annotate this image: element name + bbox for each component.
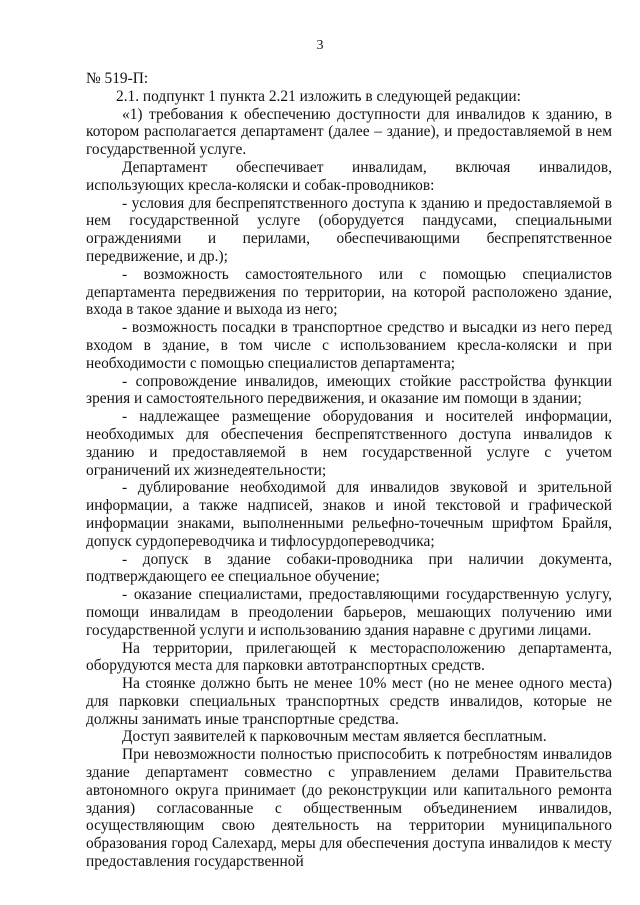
amendment-paragraph: 2.1. подпункт 1 пункта 2.21 изложить в следующей редакции: <box>116 87 521 105</box>
order-reference: № 519-П: <box>86 70 149 87</box>
document-body <box>86 70 612 871</box>
list-item-assistance: - оказание специалистами, предоставляющими государственную услугу, помощи инвалидам в преодолении барьеров, мешающих получению ими государственной услуги и использованию здания наравне с другими лицами. <box>86 586 612 639</box>
list-item-guide-dog: - допуск в здание собаки-проводника при наличии документа, подтверждающего ее специальное обучение; <box>86 550 612 586</box>
department-provides-paragraph: Департамент обеспечивает инвалидам, включая инвалидов, использующих кресла-коляски и собак-проводников: <box>86 158 612 194</box>
list-item-duplication: - дублирование необходимой для инвалидов звуковой и зрительной информации, а также надписей, знаков и иной текстовой и графической информации знаками, выполненными рельефно-точечным шрифтом Брайля, допуск сурдопереводчика и тифлосурдопереводчика; <box>86 479 612 550</box>
page-number: 3 <box>316 38 324 53</box>
adaptation-paragraph: При невозможности полностью приспособить к потребностям инвалидов здание департамент совместно с управлением делами Правительства автономного округа принимает (до реконструкции или капитального ремонта здания) согласованные с общественным объединением инвалидов, осуществляющим свою деятельность на территории муниципального образования город Салехард, меры для обеспечения доступа инвалидов к месту предоставления государственной <box>86 746 612 871</box>
list-item-escort: - сопровождение инвалидов, имеющих стойкие расстройства функции зрения и самостоятельного передвижения, и оказание им помощи в здании; <box>86 372 612 408</box>
list-item-movement: - возможность самостоятельного или с помощью специалистов департамента передвижения по территории, на которой расположено здание, входа в такое здание и выхода из него; <box>86 265 612 319</box>
list-item-equipment-placement: - надлежащее размещение оборудования и носителей информации, необходимых для обеспечения беспрепятственного доступа инвалидов к зданию и предоставляемой в нем государственной услуге с учетом ограничений их жизнедеятельности; <box>86 408 612 479</box>
list-item-access-conditions: - условия для беспрепятственного доступа к зданию и предоставляемой в нем государственной услуге (оборудуется пандусами, специальными ограждениями и перилами, обеспечивающими беспрепятственное передвижение, и др.); <box>86 194 612 265</box>
parking-quota-paragraph: На стоянке должно быть не менее 10% мест (но не менее одного места) для парковки специальных транспортных средств инвалидов, которые не должны занимать иные транспортные средства. <box>86 675 612 728</box>
list-item-boarding: - возможность посадки в транспортное средство и высадки из него перед входом в здание, в том числе с использованием кресла-коляски и при необходимости с помощью специалистов департамента; <box>86 319 612 372</box>
parking-free-paragraph: Доступ заявителей к парковочным местам является бесплатным. <box>122 728 547 746</box>
parking-territory-paragraph: На территории, прилегающей к месторасположению департамента, оборудуются места для парковки автотранспортных средств. <box>86 639 612 675</box>
requirements-paragraph: «1) требования к обеспечению доступности для инвалидов к зданию, в котором располагается департамент (далее – здание), и предоставляемой в нем государственной услуге. <box>86 105 612 159</box>
